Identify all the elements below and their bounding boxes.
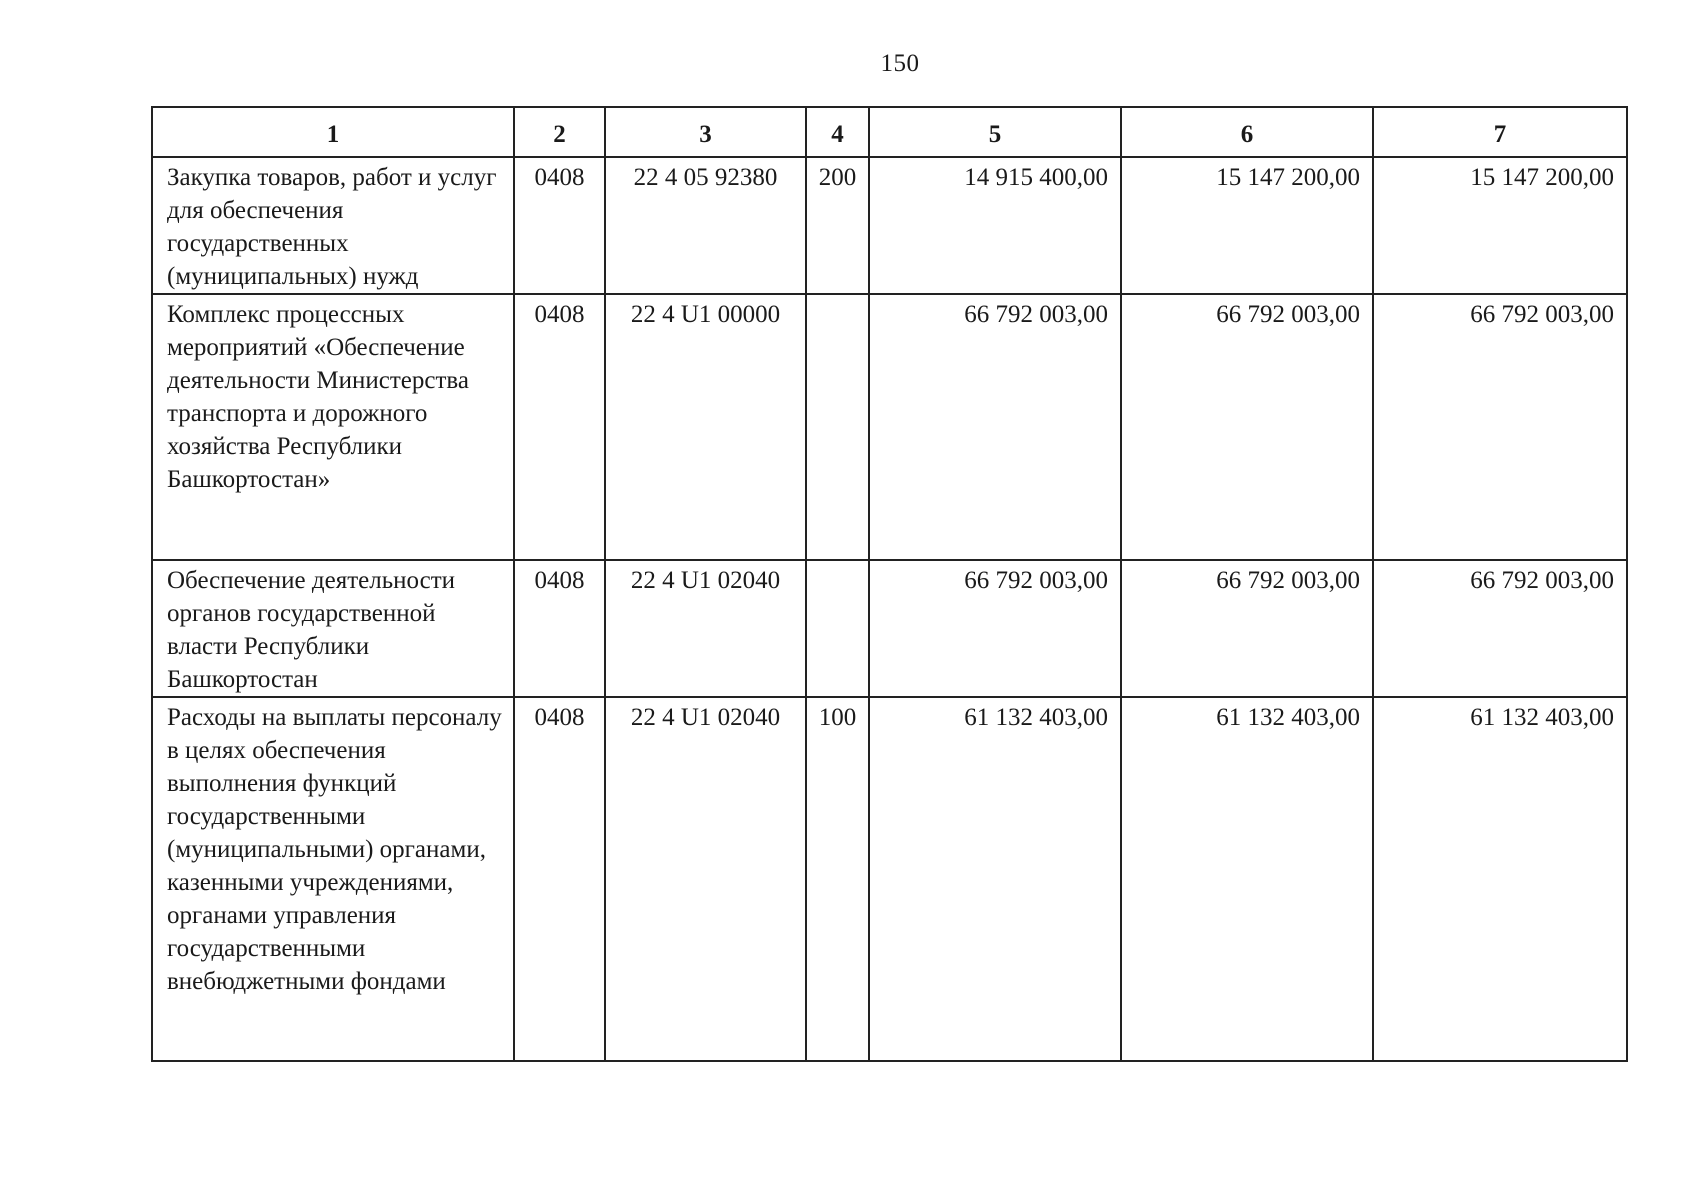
row-section-code: 0408 xyxy=(514,697,605,1061)
row-amount-5: 66 792 003,00 xyxy=(869,560,1121,697)
row-name: Комплекс процессных мероприятий «Обеспечение деятельности Министерства транспорта и дорожного хозяйства Республики Башкортостан» xyxy=(152,294,514,560)
row-target-article: 22 4 U1 02040 xyxy=(605,697,806,1061)
column-header-6: 6 xyxy=(1121,107,1373,157)
row-section-code: 0408 xyxy=(514,294,605,560)
column-header-2: 2 xyxy=(514,107,605,157)
row-target-article: 22 4 U1 00000 xyxy=(605,294,806,560)
row-amount-5: 14 915 400,00 xyxy=(869,157,1121,294)
row-amount-6: 61 132 403,00 xyxy=(1121,697,1373,1061)
row-amount-6: 15 147 200,00 xyxy=(1121,157,1373,294)
column-header-1: 1 xyxy=(152,107,514,157)
row-target-article: 22 4 05 92380 xyxy=(605,157,806,294)
column-header-5: 5 xyxy=(869,107,1121,157)
row-expense-type: 100 xyxy=(806,697,869,1061)
row-expense-type: 200 xyxy=(806,157,869,294)
page-number: 150 xyxy=(880,50,920,77)
table-row xyxy=(152,560,1627,697)
column-header-3: 3 xyxy=(605,107,806,157)
row-section-code: 0408 xyxy=(514,157,605,294)
row-amount-5: 66 792 003,00 xyxy=(869,294,1121,560)
row-section-code: 0408 xyxy=(514,560,605,697)
column-header-7: 7 xyxy=(1373,107,1627,157)
row-amount-7: 15 147 200,00 xyxy=(1373,157,1627,294)
row-amount-6: 66 792 003,00 xyxy=(1121,560,1373,697)
row-name: Расходы на выплаты персоналу в целях обеспечения выполнения функций государственными (муниципальными) органами, казенными учреждениями, органами управления государственными внебюджетными фондами xyxy=(152,697,514,1061)
row-amount-5: 61 132 403,00 xyxy=(869,697,1121,1061)
table-row xyxy=(152,697,1627,1061)
budget-table xyxy=(151,106,1628,1062)
row-amount-7: 61 132 403,00 xyxy=(1373,697,1627,1061)
row-expense-type xyxy=(806,560,869,697)
row-amount-7: 66 792 003,00 xyxy=(1373,560,1627,697)
table-header-row xyxy=(152,107,1627,157)
table-row xyxy=(152,294,1627,560)
row-amount-6: 66 792 003,00 xyxy=(1121,294,1373,560)
row-target-article: 22 4 U1 02040 xyxy=(605,560,806,697)
table-row xyxy=(152,157,1627,294)
row-amount-7: 66 792 003,00 xyxy=(1373,294,1627,560)
column-header-4: 4 xyxy=(806,107,869,157)
row-name: Закупка товаров, работ и услуг для обеспечения государственных (муниципальных) нужд xyxy=(152,157,514,294)
row-expense-type xyxy=(806,294,869,560)
row-name: Обеспечение деятельности органов государственной власти Республики Башкортостан xyxy=(152,560,514,697)
